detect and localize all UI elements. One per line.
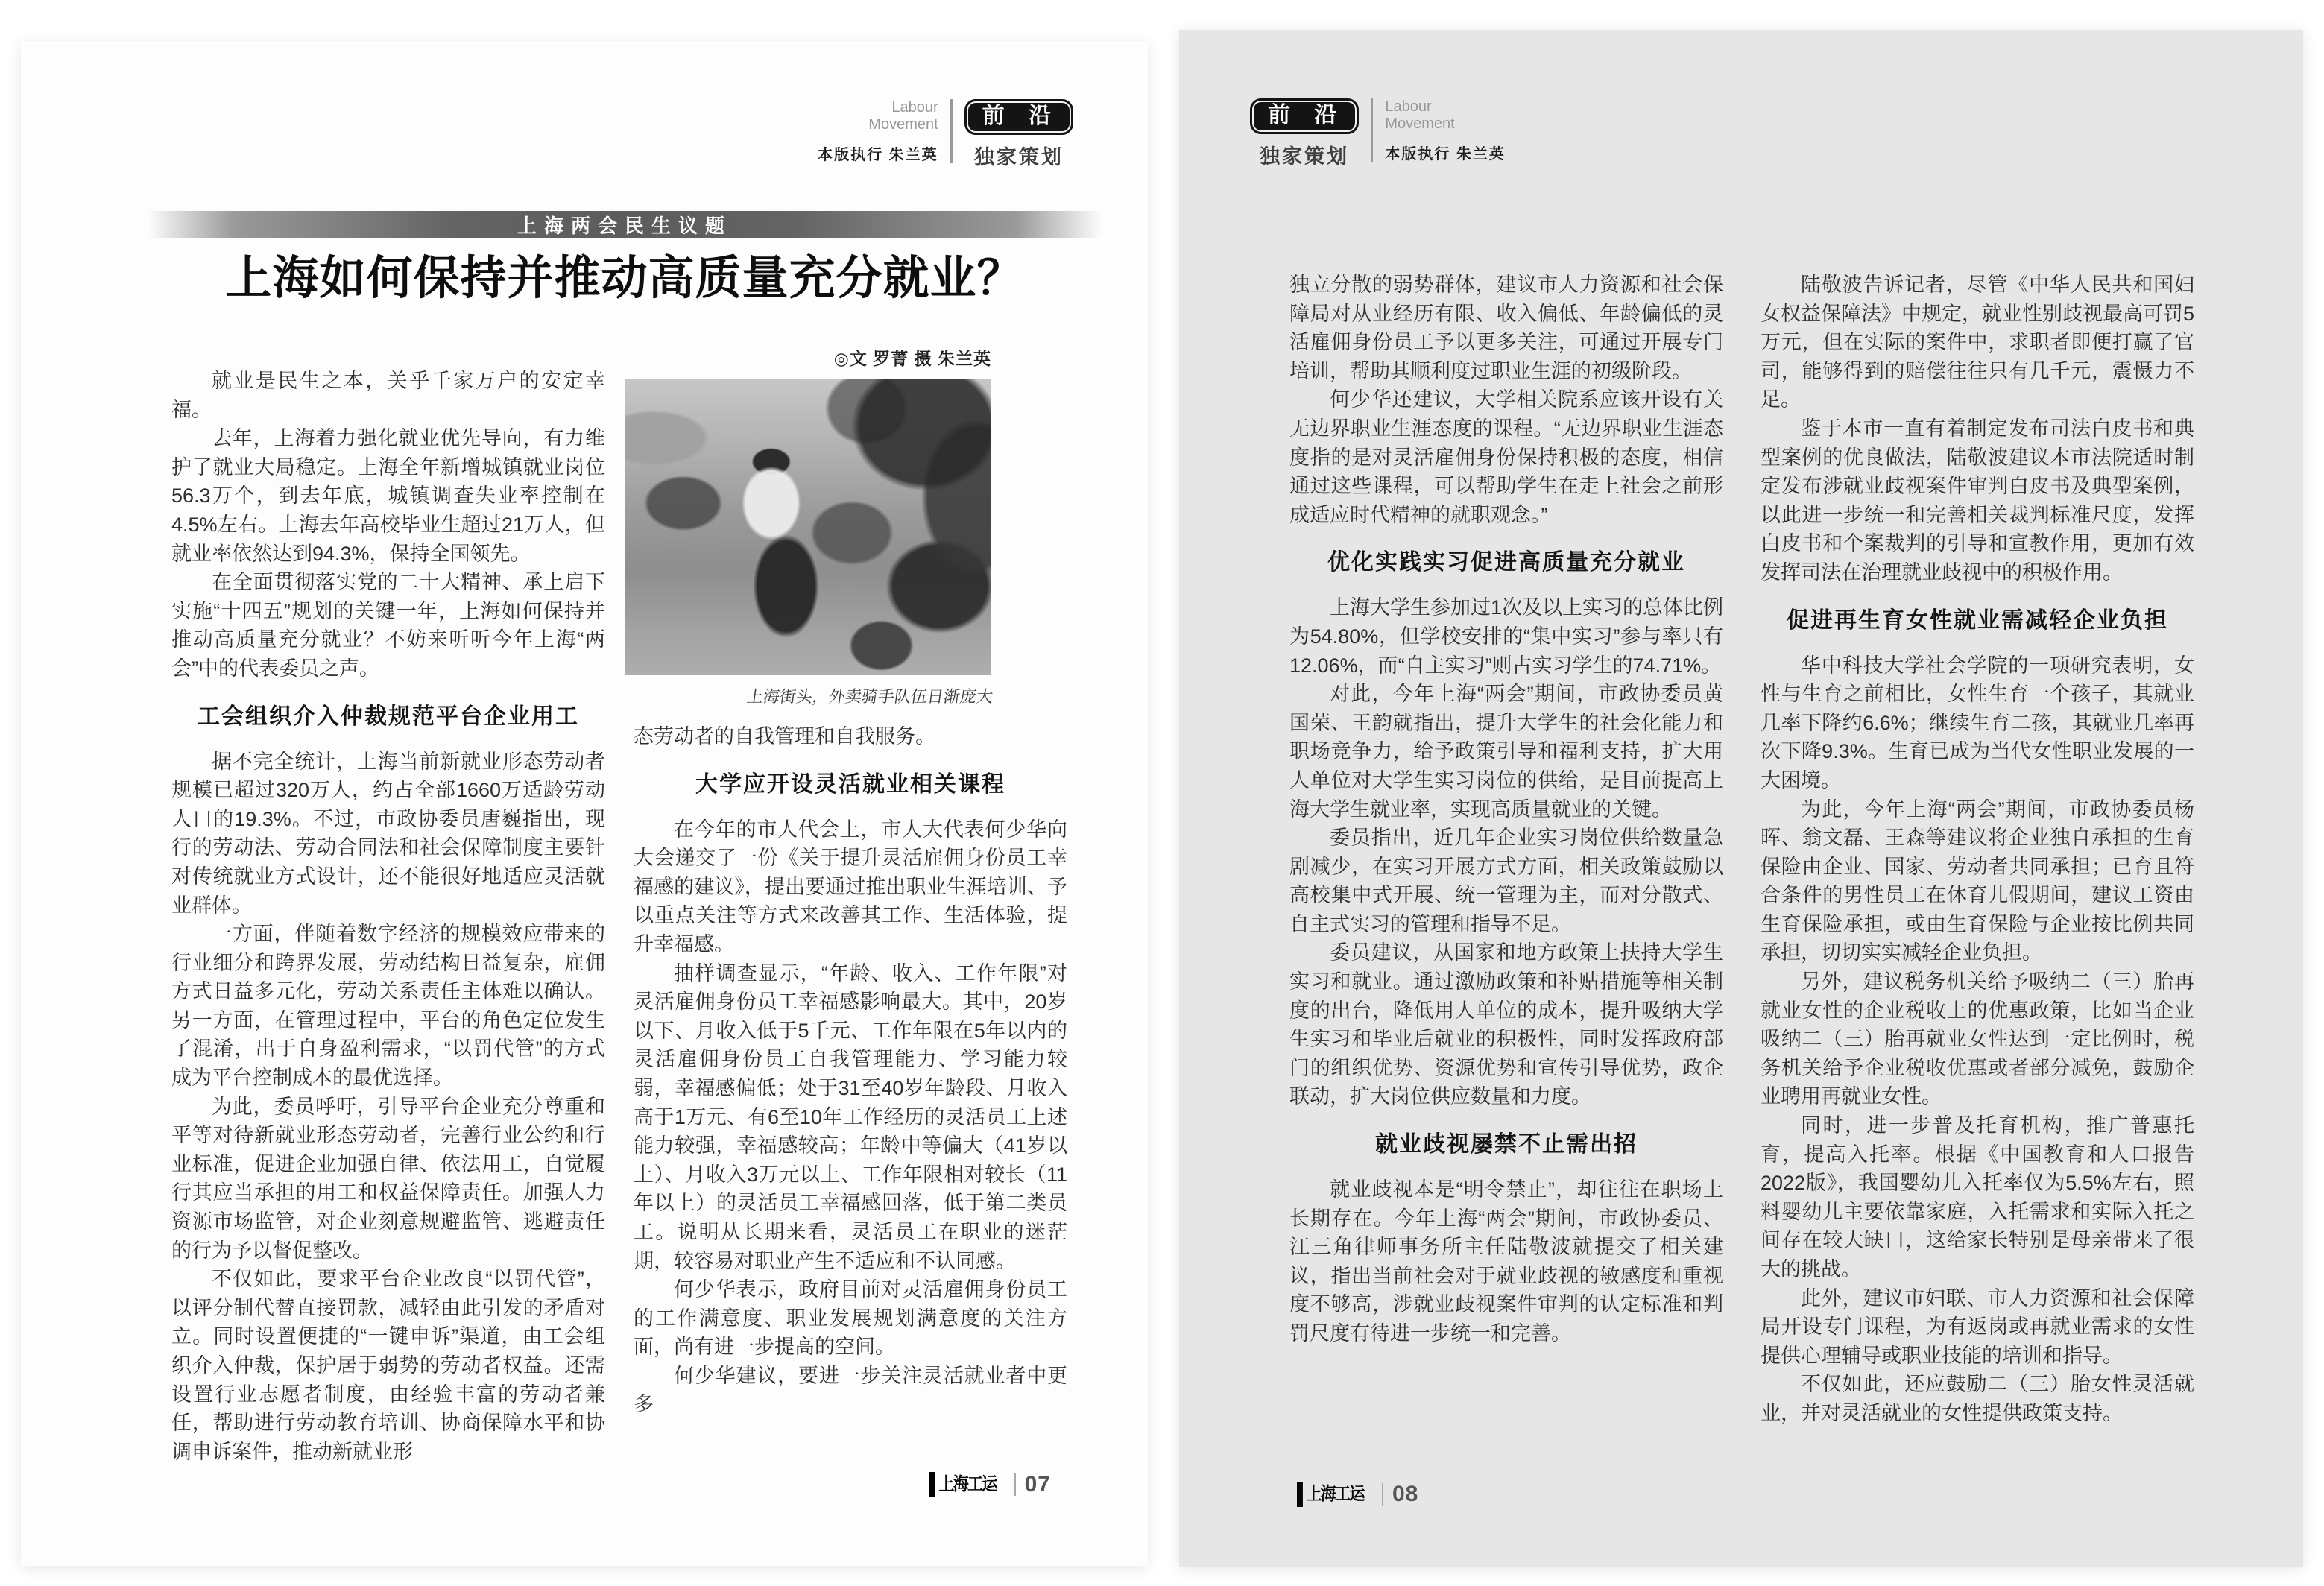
paragraph: 独立分散的弱势群体，建议市人力资源和社会保障局对从业经历有限、收入偏低、年龄偏低的灵活雇佣身份员工予以更多关注，可通过开展专门培训，帮助其顺利度过职业生涯的初级阶段。 [1289, 274, 1723, 382]
section-subhead: 大学应开设灵活就业相关课程 [695, 771, 1005, 797]
page2-left-column [1289, 271, 1723, 1348]
paragraph: 此外，建议市妇联、市人力资源和社会保障局开设专门课程，为有返岗或再就业需求的女性提供心理辅导或职业技能的培训和指导。 [1761, 1286, 2194, 1367]
page-number: 08 [1392, 1482, 1419, 1506]
section-subhead: 就业歧视屡禁不止需出招 [1375, 1132, 1638, 1157]
page1-footer [929, 1472, 1051, 1497]
paragraph: 抽样调查显示，“年龄、收入、工作年限”对灵活雇佣身份员工幸福感影响最大。其中，20岁以下、月收入低于5千元、工作年限在5年以内的灵活雇佣身份员工自我管理能力、学习能力较弱，幸福感偏低；处于31至40岁年龄段、月收入高于1万元、有6至10年工作经历的灵活员工上述能力较强，幸福感较高；年龄中等偏大（41岁以上）、月收入3万元以上、工作年限相对较长（11年以上）的灵活员工幸福感回落，低于第二类员工。说明从长期来看，灵活员工在职业的迷茫期，较容易对职业产生不适应和不认同感。 [634, 961, 1068, 1272]
section-subhead: 工会组织介入仲裁规范平台企业用工 [198, 704, 579, 729]
byline: ◎文 罗菁 摄 朱兰英 [833, 349, 991, 368]
page1-right-column [634, 345, 1067, 1419]
frontier-badge: 前 沿 [964, 99, 1073, 135]
footer-divider [1014, 1473, 1016, 1496]
header-english-line2: Movement [868, 116, 938, 133]
header-english-block [1385, 98, 1506, 163]
paragraph: 就业歧视本是“明令禁止”，却往往在职场上长期存在。今年上海“两会”期间，市政协委员、江三角律师事务所主任陆敬波就提交了相关建议，指出当前社会对于就业歧视的敏感度和重视度不够高，涉就业歧视案件审判的认定标准和判罚尺度有待进一步统一和完善。 [1289, 1178, 1723, 1345]
badge-subtitle: 独家策划 [1260, 145, 1350, 168]
paragraph: 另外，建议税务机关给予吸纳二（三）胎再就业女性的企业税收上的优惠政策，比如当企业吸纳二（三）胎再就业女性达到一定比例时，税务机关给予企业税收优惠或者部分减免，鼓励企业聘用再就业女性。 [1761, 970, 2194, 1108]
paragraph: 鉴于本市一直有着制定发布司法白皮书和典型案例的优良做法，陆敬波建议本市法院适时制定发布涉就业歧视案件审判白皮书及典型案例，以此进一步统一和完善相关裁判标准尺度，发挥白皮书和个案裁判的引导和宣教作用，更加有效发挥司法在治理就业歧视中的积极作用。 [1761, 417, 2194, 584]
paragraph: 何少华还建议，大学相关院系应该开设有关无边界职业生涯态度的课程。“无边界职业生涯态度指的是对灵活雇佣身份保持积极的态度，相信通过这些课程，可以帮助学生在走上社会之前形成适应时代精神的就职观念。” [1289, 388, 1723, 526]
section-banner [148, 211, 1102, 238]
page-right [1179, 30, 2303, 1567]
article-title: 上海如何保持并推动高质量充分就业？ [225, 253, 1024, 304]
paragraph: 委员指出，近几年企业实习岗位供给数量急剧减少，在实习开展方式方面，相关政策鼓励以高校集中式开展、统一管理为主，而对分散式、自主式实习的管理和指导不足。 [1289, 827, 1723, 935]
header-badge-block [964, 99, 1073, 170]
page2-right-column [1761, 271, 2194, 1428]
paragraph: 何少华表示，政府目前对灵活雇佣身份员工的工作满意度、职业发展规划满意度的关注方面，尚有进一步提高的空间。 [634, 1278, 1067, 1359]
footer-divider [1382, 1483, 1383, 1506]
section-banner-label: 上海两会民生议题 [517, 215, 732, 237]
header-badge-block [1250, 98, 1359, 169]
media-block [625, 345, 994, 707]
page-number: 07 [1024, 1472, 1051, 1497]
paragraph: 为此，委员呼吁，引导平台企业充分尊重和平等对待新就业形态劳动者，完善行业公约和行业标准，促进企业加强自律、依法用工，自觉履行其应当承担的用工和权益保障责任。加强人力资源市场监管，对企业刻意规避监管、逃避责任的行为予以督促整改。 [171, 1095, 605, 1262]
paragraph: 一方面，伴随着数字经济的规模效应带来的行业细分和跨界发展，劳动结构日益复杂，雇佣方式日益多元化，劳动关系责任主体难以确认。另一方面，在管理过程中，平台的角色定位发生了混淆，出于自身盈利需求，“以罚代管”的方式成为平台控制成本的最优选择。 [171, 923, 605, 1090]
header-english-line1: Labour [1385, 98, 1432, 115]
magazine-logo: 上海工运 [929, 1472, 997, 1497]
paragraph: 不仅如此，要求平台企业改良“以罚代管”，以评分制代替直接罚款，减轻由此引发的矛盾对立。同时设置便捷的“一键申诉”渠道，由工会组织介入仲裁，保护居于弱势的劳动者权益。还需设置行业志愿者制度，由经验丰富的劳动者兼任，帮助进行劳动教育培训、协商保障水平和协调申诉案件，推动新就业形 [171, 1268, 605, 1463]
photo-caption: 上海街头，外卖骑手队伍日渐庞大 [745, 687, 994, 706]
paragraph: 委员建议，从国家和地方政策上扶持大学生实习和就业。通过激励政策和补贴措施等相关制度的出台，降低用人单位的成本，提升吸纳大学生实习和毕业后就业的积极性，同时发挥政府部门的组织优势、资源优势和宣传引导优势，政企联动，扩大岗位供应数量和力度。 [1289, 941, 1723, 1108]
header-divider [1371, 98, 1373, 162]
paragraph: 在全面贯彻落实党的二十大精神、承上启下实施“十四五”规划的关键一年，上海如何保持并推动高质量充分就业？不妨来听听今年上海“两会”中的代表委员之声。 [171, 571, 605, 680]
header-executor: 本版执行 朱兰英 [818, 147, 938, 163]
paragraph: 同时，进一步普及托育机构，推广普惠托育，提高入托率。根据《中国教育和人口报告2022版》，我国婴幼儿入托率仅为5.5%左右，照料婴幼儿主要依靠家庭，入托需求和实际入托之间存在较大缺口，这给家长特别是母亲带来了很大的挑战。 [1761, 1114, 2194, 1280]
header-executor: 本版执行 朱兰英 [1385, 146, 1506, 162]
paragraph: 不仅如此，还应鼓励二（三）胎女性灵活就业，并对灵活就业的女性提供政策支持。 [1761, 1373, 2194, 1424]
section-subhead: 促进再生育女性就业需减轻企业负担 [1787, 607, 2168, 633]
paragraph: 上海大学生参加过1次及以上实习的总体比例为54.80%，但学校安排的“集中实习”参与率只有12.06%，而“自主实习”则占实习学生的74.71%。 [1289, 596, 1724, 677]
paragraph: 何少华建议，要进一步关注灵活就业者中更多 [634, 1364, 1067, 1416]
paragraph: 去年，上海着力强化就业优先导向，有力维护了就业大局稳定。上海全年新增城镇就业岗位56.3万个，到去年底，城镇调查失业率控制在4.5%左右。上海去年高校毕业生超过21万人，但就业率依然达到94.3%，保持全国领先。 [171, 427, 605, 565]
badge-subtitle: 独家策划 [973, 146, 1064, 168]
frontier-badge: 前 沿 [1250, 98, 1359, 134]
header-english-block [818, 99, 938, 164]
page1-header [818, 99, 1073, 170]
paragraph: 华中科技大学社会学院的一项研究表明，女性与生育之前相比，女性生育一个孩子，其就业几率下降约6.6%；继续生育二孩，其就业几率再次下降9.3%。生育已成为当代女性职业发展的一大困境。 [1761, 654, 2194, 792]
page-left [21, 41, 1148, 1566]
page2-footer [1297, 1482, 1418, 1507]
page1-left-column [171, 367, 605, 1466]
paragraph: 在今年的市人代会上，市人大代表何少华向大会递交了一份《关于提升灵活雇佣身份员工幸福感的建议》，提出要通过推出职业生涯培训、予以重点关注等方式来改善其工作、生活体验，提升幸福感。 [634, 818, 1067, 955]
street-photo [625, 379, 991, 675]
magazine-logo: 上海工运 [1297, 1482, 1364, 1507]
paragraph: 态劳动者的自我管理和自我服务。 [634, 725, 935, 748]
section-subhead: 优化实践实习促进高质量充分就业 [1327, 550, 1685, 575]
header-english-line1: Labour [891, 99, 938, 116]
paragraph: 就业是民生之本，关乎千家万户的安定幸福。 [171, 370, 605, 421]
page2-header [1250, 98, 1506, 169]
header-english-line2: Movement [1385, 116, 1455, 132]
paragraph: 陆敬波告诉记者，尽管《中华人民共和国妇女权益保障法》中规定，就业性别歧视最高可罚5万元，但在实际的案件中，求职者即便打赢了官司，能够得到的赔偿往往只有几千元，震慑力不足。 [1761, 274, 2195, 411]
header-divider [950, 99, 953, 163]
paragraph: 为此，今年上海“两会”期间，市政协委员杨晖、翁文磊、王森等建议将企业独自承担的生育保险由企业、国家、劳动者共同承担；已育且符合条件的男性员工在休育儿假期间，建议工资由生育保险承担，或由生育保险与企业按比例共同承担，切切实实减轻企业负担。 [1761, 797, 2194, 964]
paragraph: 对此，今年上海“两会”期间，市政协委员黄国荣、王韵就指出，提升大学生的社会化能力和职场竞争力，给予政策引导和福利支持，扩大用人单位对大学生实习岗位的供给，是目前提高上海大学生就业率，实现高质量就业的关键。 [1289, 683, 1723, 821]
paragraph: 据不完全统计，上海当前新就业形态劳动者规模已超过320万人，约占全部1660万适龄劳动人口的19.3%。不过，市政协委员唐巍指出，现行的劳动法、劳动合同法和社会保障制度主要针对传统就业方式设计，还不能很好地适应灵活就业群体。 [171, 750, 605, 917]
